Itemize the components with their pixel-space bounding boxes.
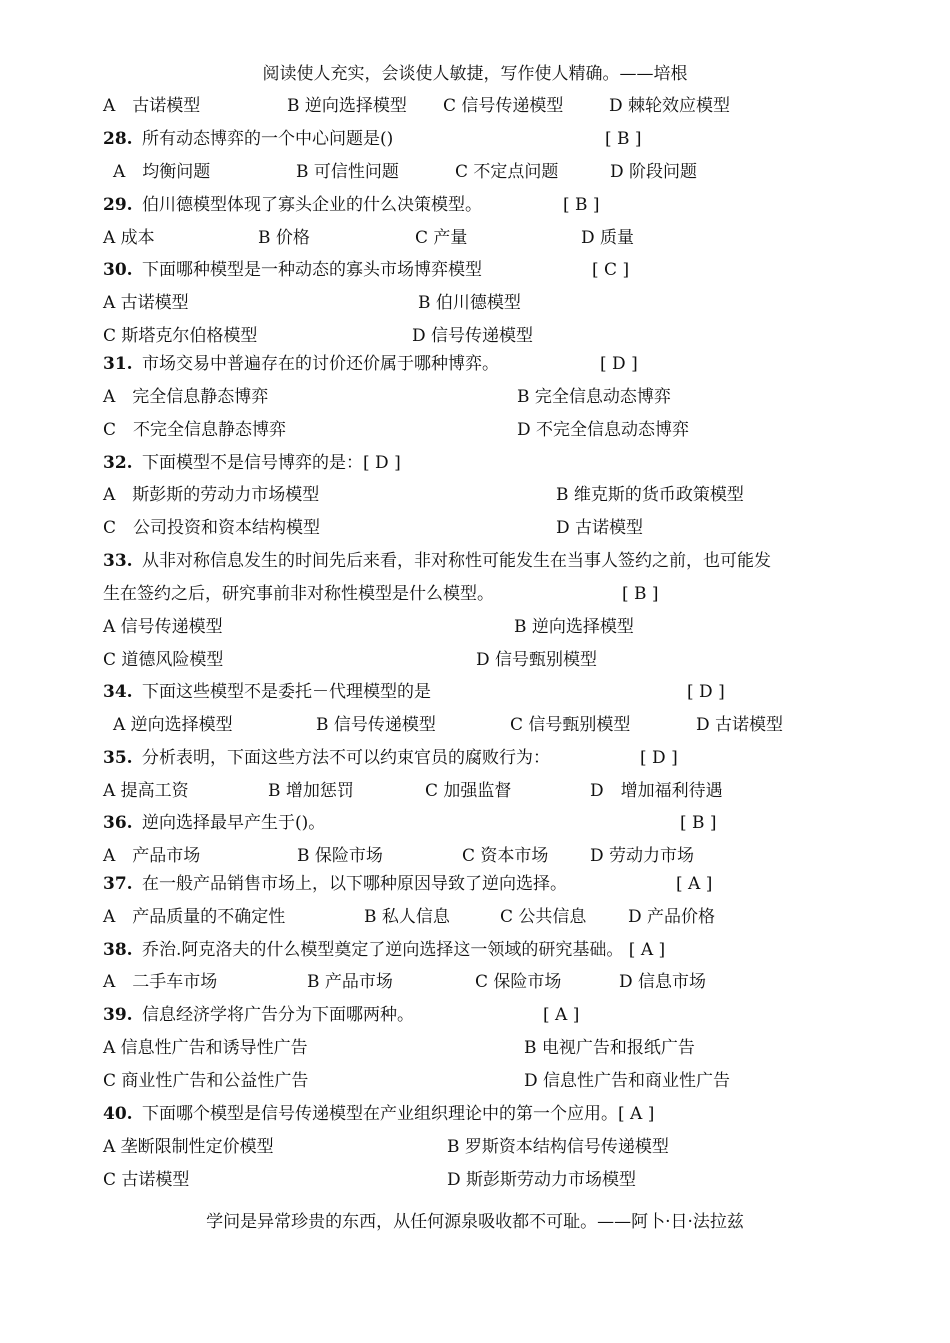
option-a: A 逆向选择模型 — [113, 715, 233, 735]
question-text: 从非对称信息发生的时间先后来看，非对称性可能发生在当事人签约之前，也可能发 — [142, 551, 771, 571]
options-row — [0, 843, 950, 869]
question-number: 29. — [103, 195, 133, 215]
answer-key: [ B ] — [622, 584, 659, 604]
option-a: A 信号传递模型 — [103, 617, 223, 637]
options-row — [0, 1068, 950, 1094]
option-c: C 道德风险模型 — [103, 650, 224, 670]
question-text: 在一般产品销售市场上，以下哪种原因导致了逆向选择。 — [142, 874, 567, 894]
option-d: D 信息市场 — [619, 972, 707, 992]
options-row — [0, 712, 950, 738]
question-text: 下面哪种模型是一种动态的寡头市场博弈模型 — [142, 260, 482, 280]
question-text: 下面这些模型不是委托－代理模型的是 — [142, 682, 431, 702]
answer-key: [ D ] — [600, 354, 638, 374]
option-b: B 逆向选择模型 — [514, 617, 634, 637]
options-row — [0, 93, 950, 119]
question-text: 伯川德模型体现了寡头企业的什么决策模型。 — [142, 195, 482, 215]
options-row — [0, 969, 950, 995]
question-29 — [0, 192, 950, 218]
options-row — [0, 159, 950, 185]
answer-key: [ D ] — [687, 682, 725, 702]
option-c: C 公司投资和资本结构模型 — [103, 518, 321, 538]
answer-key: [ C ] — [592, 260, 630, 280]
options-row — [0, 482, 950, 508]
options-row — [0, 384, 950, 410]
question-36 — [0, 810, 950, 836]
option-a: A 产品市场 — [103, 846, 201, 866]
question-35 — [0, 745, 950, 771]
option-a: A 产品质量的不确定性 — [103, 907, 286, 927]
option-c: C 资本市场 — [462, 846, 549, 866]
option-a: A 古诺模型 — [103, 293, 189, 313]
answer-key: [ B ] — [680, 813, 717, 833]
question-text: 所有动态博弈的一个中心问题是() — [142, 129, 394, 149]
question-39 — [0, 1002, 950, 1028]
option-d: D 古诺模型 — [696, 715, 784, 735]
options-row — [0, 647, 950, 673]
question-text: 下面模型不是信号博弈的是：[ D ] — [142, 453, 401, 473]
option-d: D 劳动力市场 — [590, 846, 695, 866]
option-c: C 信号甄别模型 — [510, 715, 631, 735]
options-row — [0, 225, 950, 251]
option-c: C 商业性广告和公益性广告 — [103, 1071, 309, 1091]
option-c: C 公共信息 — [500, 907, 587, 927]
question-33-continued — [0, 581, 950, 607]
option-d: D 信号甄别模型 — [476, 650, 598, 670]
options-row — [0, 904, 950, 930]
question-text: 市场交易中普遍存在的讨价还价属于哪种博弈。 — [142, 354, 499, 374]
question-40 — [0, 1101, 950, 1127]
option-c: C 加强监督 — [425, 781, 512, 801]
option-d: D 产品价格 — [628, 907, 716, 927]
option-b: B 信号传递模型 — [316, 715, 436, 735]
option-c: C 不完全信息静态博弈 — [103, 420, 287, 440]
answer-key: [ B ] — [605, 129, 642, 149]
option-b: B 完全信息动态博弈 — [517, 387, 671, 407]
option-d: D 斯彭斯劳动力市场模型 — [447, 1170, 637, 1190]
option-b: B 逆向选择模型 — [287, 96, 407, 116]
options-row — [0, 1035, 950, 1061]
option-a: A 均衡问题 — [113, 162, 211, 182]
question-33 — [0, 548, 950, 574]
question-28 — [0, 126, 950, 152]
answer-key: [ A ] — [676, 874, 713, 894]
question-text: 下面哪个模型是信号传递模型在产业组织理论中的第一个应用。[ A ] — [142, 1104, 655, 1124]
option-d: D 质量 — [581, 228, 635, 248]
question-text: 分析表明，下面这些方法不可以约束官员的腐败行为： — [142, 748, 550, 768]
question-32 — [0, 450, 950, 476]
options-row — [0, 778, 950, 804]
option-d: D 不完全信息动态博弈 — [517, 420, 690, 440]
question-30 — [0, 257, 950, 283]
question-text: 乔治.阿克洛夫的什么模型奠定了逆向选择这一领域的研究基础。 [ A ] — [142, 940, 666, 960]
option-c: C 古诺模型 — [103, 1170, 190, 1190]
option-b: B 维克斯的货币政策模型 — [556, 485, 744, 505]
options-row — [0, 417, 950, 443]
option-c: C 信号传递模型 — [443, 96, 564, 116]
option-a: A 完全信息静态博弈 — [103, 387, 269, 407]
question-text: 逆向选择最早产生于()。 — [142, 813, 326, 833]
option-a: A 提高工资 — [103, 781, 189, 801]
question-text: 生在签约之后，研究事前非对称性模型是什么模型。 — [103, 584, 494, 604]
answer-key: [ B ] — [563, 195, 600, 215]
option-c: C 斯塔克尔伯格模型 — [103, 326, 258, 346]
question-31 — [0, 351, 950, 377]
option-a: A 二手车市场 — [103, 972, 218, 992]
question-number: 33. — [103, 551, 133, 571]
header-quote — [0, 61, 950, 87]
options-row — [0, 1167, 950, 1193]
option-b: B 伯川德模型 — [418, 293, 521, 313]
option-b: B 增加惩罚 — [268, 781, 354, 801]
question-number: 38. — [103, 940, 133, 960]
question-34 — [0, 679, 950, 705]
option-d: D 信号传递模型 — [412, 326, 534, 346]
question-number: 36. — [103, 813, 133, 833]
answer-key: [ A ] — [543, 1005, 580, 1025]
options-row — [0, 614, 950, 640]
option-c: C 保险市场 — [475, 972, 562, 992]
options-row — [0, 515, 950, 541]
question-number: 30. — [103, 260, 133, 280]
option-b: B 罗斯资本结构信号传递模型 — [447, 1137, 669, 1157]
option-a: A 垄断限制性定价模型 — [103, 1137, 274, 1157]
option-a: A 斯彭斯的劳动力市场模型 — [103, 485, 320, 505]
options-row — [0, 323, 950, 349]
question-number: 39. — [103, 1005, 133, 1025]
question-number: 35. — [103, 748, 133, 768]
question-number: 28. — [103, 129, 133, 149]
option-c: C 不定点问题 — [455, 162, 559, 182]
question-37 — [0, 871, 950, 897]
option-b: B 产品市场 — [307, 972, 393, 992]
question-number: 40. — [103, 1104, 133, 1124]
question-text: 信息经济学将广告分为下面哪两种。 — [142, 1005, 414, 1025]
option-d: D 增加福利待遇 — [590, 781, 723, 801]
header-quote-text: 阅读使人充实，会谈使人敏捷，写作使人精确。——培根 — [262, 64, 688, 84]
footer-quote — [0, 1209, 950, 1235]
option-d: D 阶段问题 — [610, 162, 698, 182]
footer-quote-text: 学问是异常珍贵的东西，从任何源泉吸收都不可耻。——阿卜·日·法拉兹 — [206, 1212, 744, 1232]
question-38 — [0, 937, 950, 963]
option-b: B 电视广告和报纸广告 — [524, 1038, 695, 1058]
option-b: B 可信性问题 — [296, 162, 399, 182]
option-a: A 信息性广告和诱导性广告 — [103, 1038, 308, 1058]
option-a: A 成本 — [103, 228, 155, 248]
option-b: B 保险市场 — [297, 846, 383, 866]
options-row — [0, 1134, 950, 1160]
option-d: D 古诺模型 — [556, 518, 644, 538]
options-row — [0, 290, 950, 316]
option-d: D 棘轮效应模型 — [609, 96, 731, 116]
option-b: B 价格 — [258, 228, 310, 248]
option-a: A 古诺模型 — [103, 96, 201, 116]
option-d: D 信息性广告和商业性广告 — [524, 1071, 731, 1091]
answer-key: [ D ] — [640, 748, 678, 768]
question-number: 34. — [103, 682, 133, 702]
option-c: C 产量 — [415, 228, 468, 248]
question-number: 32. — [103, 453, 133, 473]
question-number: 37. — [103, 874, 133, 894]
option-b: B 私人信息 — [364, 907, 450, 927]
question-number: 31. — [103, 354, 133, 374]
